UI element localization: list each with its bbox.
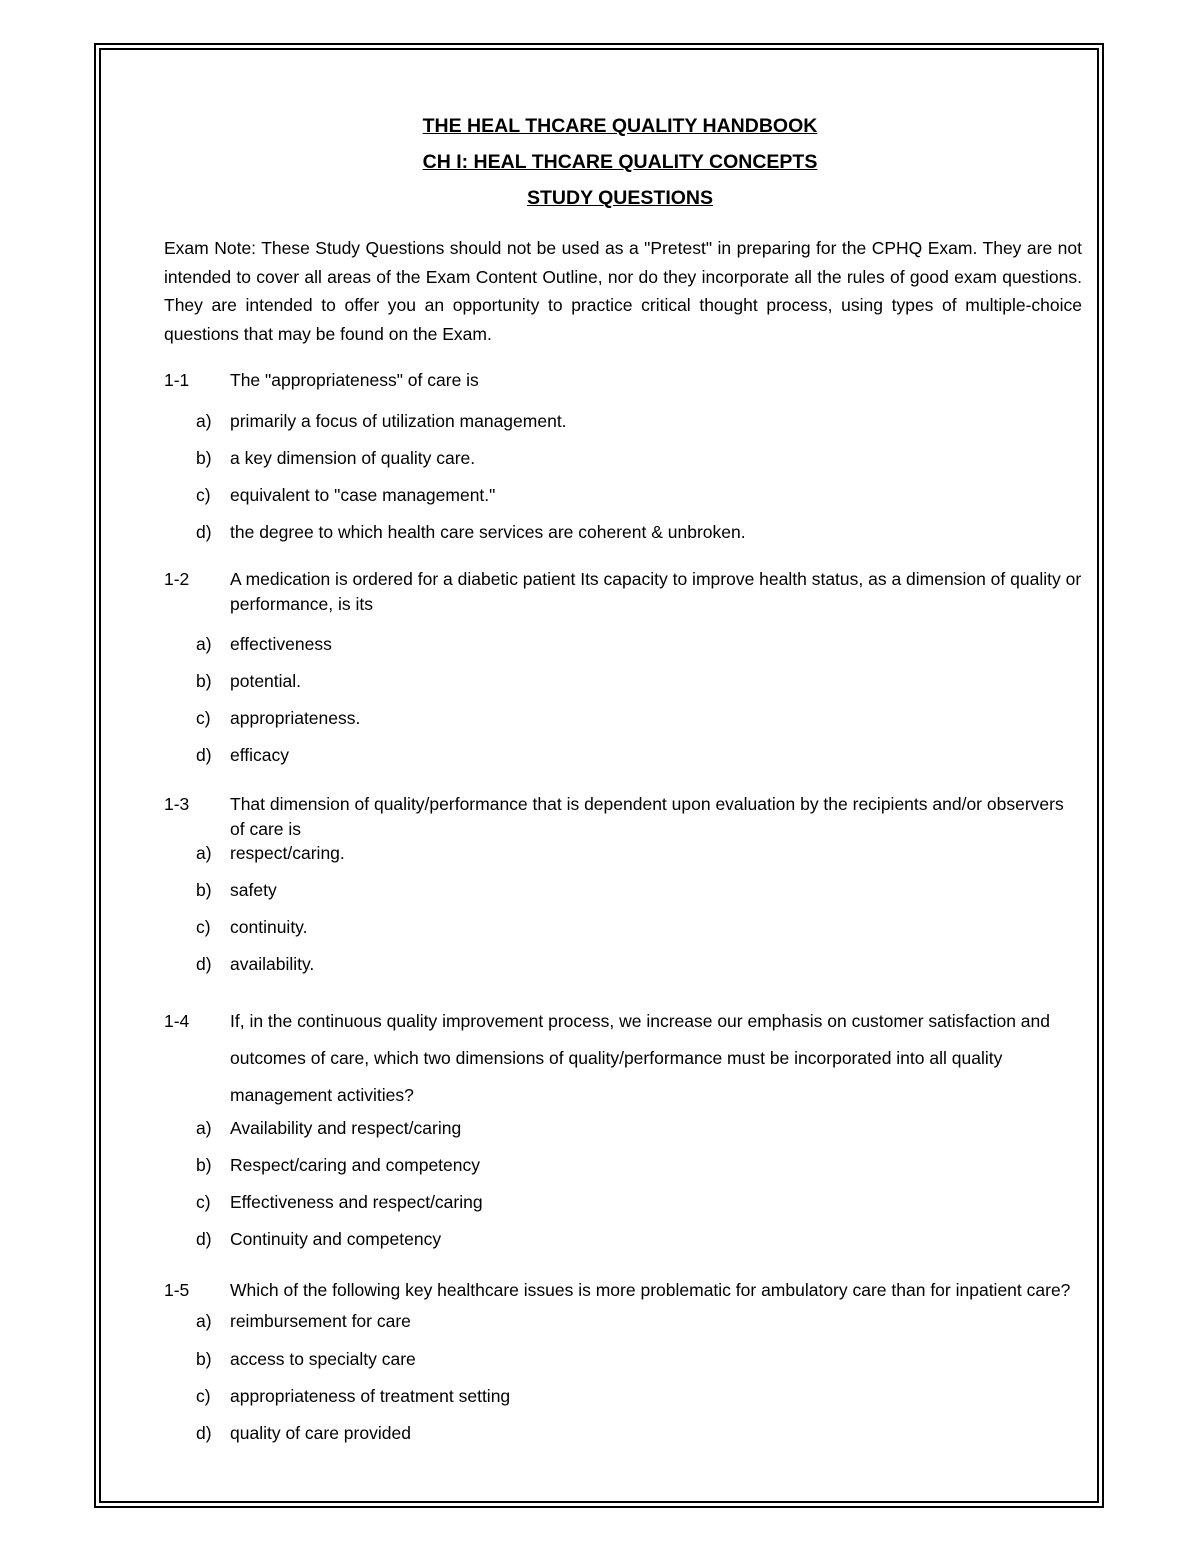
option-letter: a): [196, 411, 212, 431]
question-number: 1-5: [164, 1280, 190, 1300]
option-letter: d): [196, 522, 212, 542]
option-text: potential.: [230, 671, 302, 691]
option-text: a key dimension of quality care.: [230, 448, 476, 468]
question-number: 1-3: [164, 794, 190, 814]
document-content: [164, 108, 1082, 1444]
option-letter: a): [196, 1311, 212, 1331]
question-number: 1-2: [164, 569, 190, 589]
option-letter: d): [196, 745, 212, 765]
option-letter: a): [196, 843, 212, 863]
option-text: quality of care provided: [230, 1423, 411, 1443]
document-title: THE HEAL THCARE QUALITY HANDBOOK: [422, 115, 818, 137]
answer-option: [164, 744, 1082, 766]
question-text: Which of the following key healthcare issues is more problematic for ambulatory care than for inpatient care?: [230, 1280, 1071, 1300]
option-text: Availability and respect/caring: [230, 1118, 462, 1138]
question-text: That dimension of quality/performance that is dependent upon evaluation by the recipients and/or observers of care is: [230, 794, 1064, 839]
option-text: effectiveness: [230, 634, 332, 654]
option-text: equivalent to "case management.": [230, 485, 496, 505]
answer-option: [164, 410, 1082, 432]
question-1-2: [164, 567, 1082, 766]
option-text: Respect/caring and competency: [230, 1155, 480, 1175]
answer-option: [164, 1154, 1082, 1176]
answer-option: [164, 1228, 1082, 1250]
option-text: the degree to which health care services are coherent & unbroken.: [230, 522, 746, 542]
option-letter: d): [196, 1423, 212, 1443]
question-text: A medication is ordered for a diabetic patient Its capacity to improve health status, as a dimension of quality or performance, is its: [230, 569, 1082, 614]
answer-option: [164, 1191, 1082, 1213]
option-letter: d): [196, 1229, 212, 1249]
question-text: If, in the continuous quality improvement process, we increase our emphasis on customer satisfaction and outcomes of care, which two dimensions of quality/performance must be incorporated into all quality management activities?: [230, 1011, 1050, 1105]
answer-option: [164, 953, 1082, 975]
option-text: availability.: [230, 954, 315, 974]
question-1-1: [164, 368, 1082, 543]
option-text: safety: [230, 880, 277, 900]
option-letter: c): [196, 1386, 211, 1406]
option-letter: b): [196, 448, 212, 468]
answer-option: [164, 707, 1082, 729]
option-text: Continuity and competency: [230, 1229, 442, 1249]
question-1-5: [164, 1276, 1082, 1444]
section-title: STUDY QUESTIONS: [526, 187, 713, 209]
option-letter: a): [196, 1118, 212, 1138]
option-letter: a): [196, 634, 212, 654]
option-letter: b): [196, 1349, 212, 1369]
option-text: access to specialty care: [230, 1349, 416, 1369]
answer-option: [164, 447, 1082, 469]
option-text: efficacy: [230, 745, 290, 765]
answer-option: [164, 916, 1082, 938]
answer-option: [164, 1385, 1082, 1407]
option-letter: c): [196, 708, 211, 728]
option-text: continuity.: [230, 917, 308, 937]
option-letter: c): [196, 917, 211, 937]
option-text: reimbursement for care: [230, 1311, 411, 1331]
question-text: The "appropriateness" of care is: [230, 370, 479, 390]
exam-note: Exam Note: These Study Questions should not be used as a "Pretest" in preparing for the CPHQ Exam. They are not intended to cover all areas of the Exam Content Outline, nor do they incorporate all the rules of good exam questions. They are intended to offer you an opportunity to practice critical thought process, using types of multiple-choice questions that may be found on the Exam.: [164, 238, 1082, 344]
answer-option: [164, 1422, 1082, 1444]
question-number: 1-4: [164, 1011, 190, 1031]
question-1-3: [164, 792, 1082, 975]
answer-option: [164, 842, 1082, 864]
answer-option: [164, 633, 1082, 655]
answer-option: [164, 879, 1082, 901]
option-text: appropriateness of treatment setting: [230, 1386, 511, 1406]
option-letter: c): [196, 485, 211, 505]
answer-option: [164, 670, 1082, 692]
option-letter: b): [196, 880, 212, 900]
option-text: appropriateness.: [230, 708, 361, 728]
option-letter: b): [196, 1155, 212, 1175]
answer-option: [164, 521, 1082, 543]
option-text: respect/caring.: [230, 843, 345, 863]
option-text: Effectiveness and respect/caring: [230, 1192, 483, 1212]
answer-option: [164, 1117, 1082, 1139]
option-text: primarily a focus of utilization management.: [230, 411, 567, 431]
answer-option: [164, 1310, 1082, 1332]
option-letter: b): [196, 671, 212, 691]
answer-option: [164, 484, 1082, 506]
chapter-title: CH I: HEAL THCARE QUALITY CONCEPTS: [422, 151, 818, 173]
option-letter: d): [196, 954, 212, 974]
answer-option: [164, 1348, 1082, 1370]
question-number: 1-1: [164, 370, 190, 390]
option-letter: c): [196, 1192, 211, 1212]
question-1-4: [164, 1003, 1082, 1250]
